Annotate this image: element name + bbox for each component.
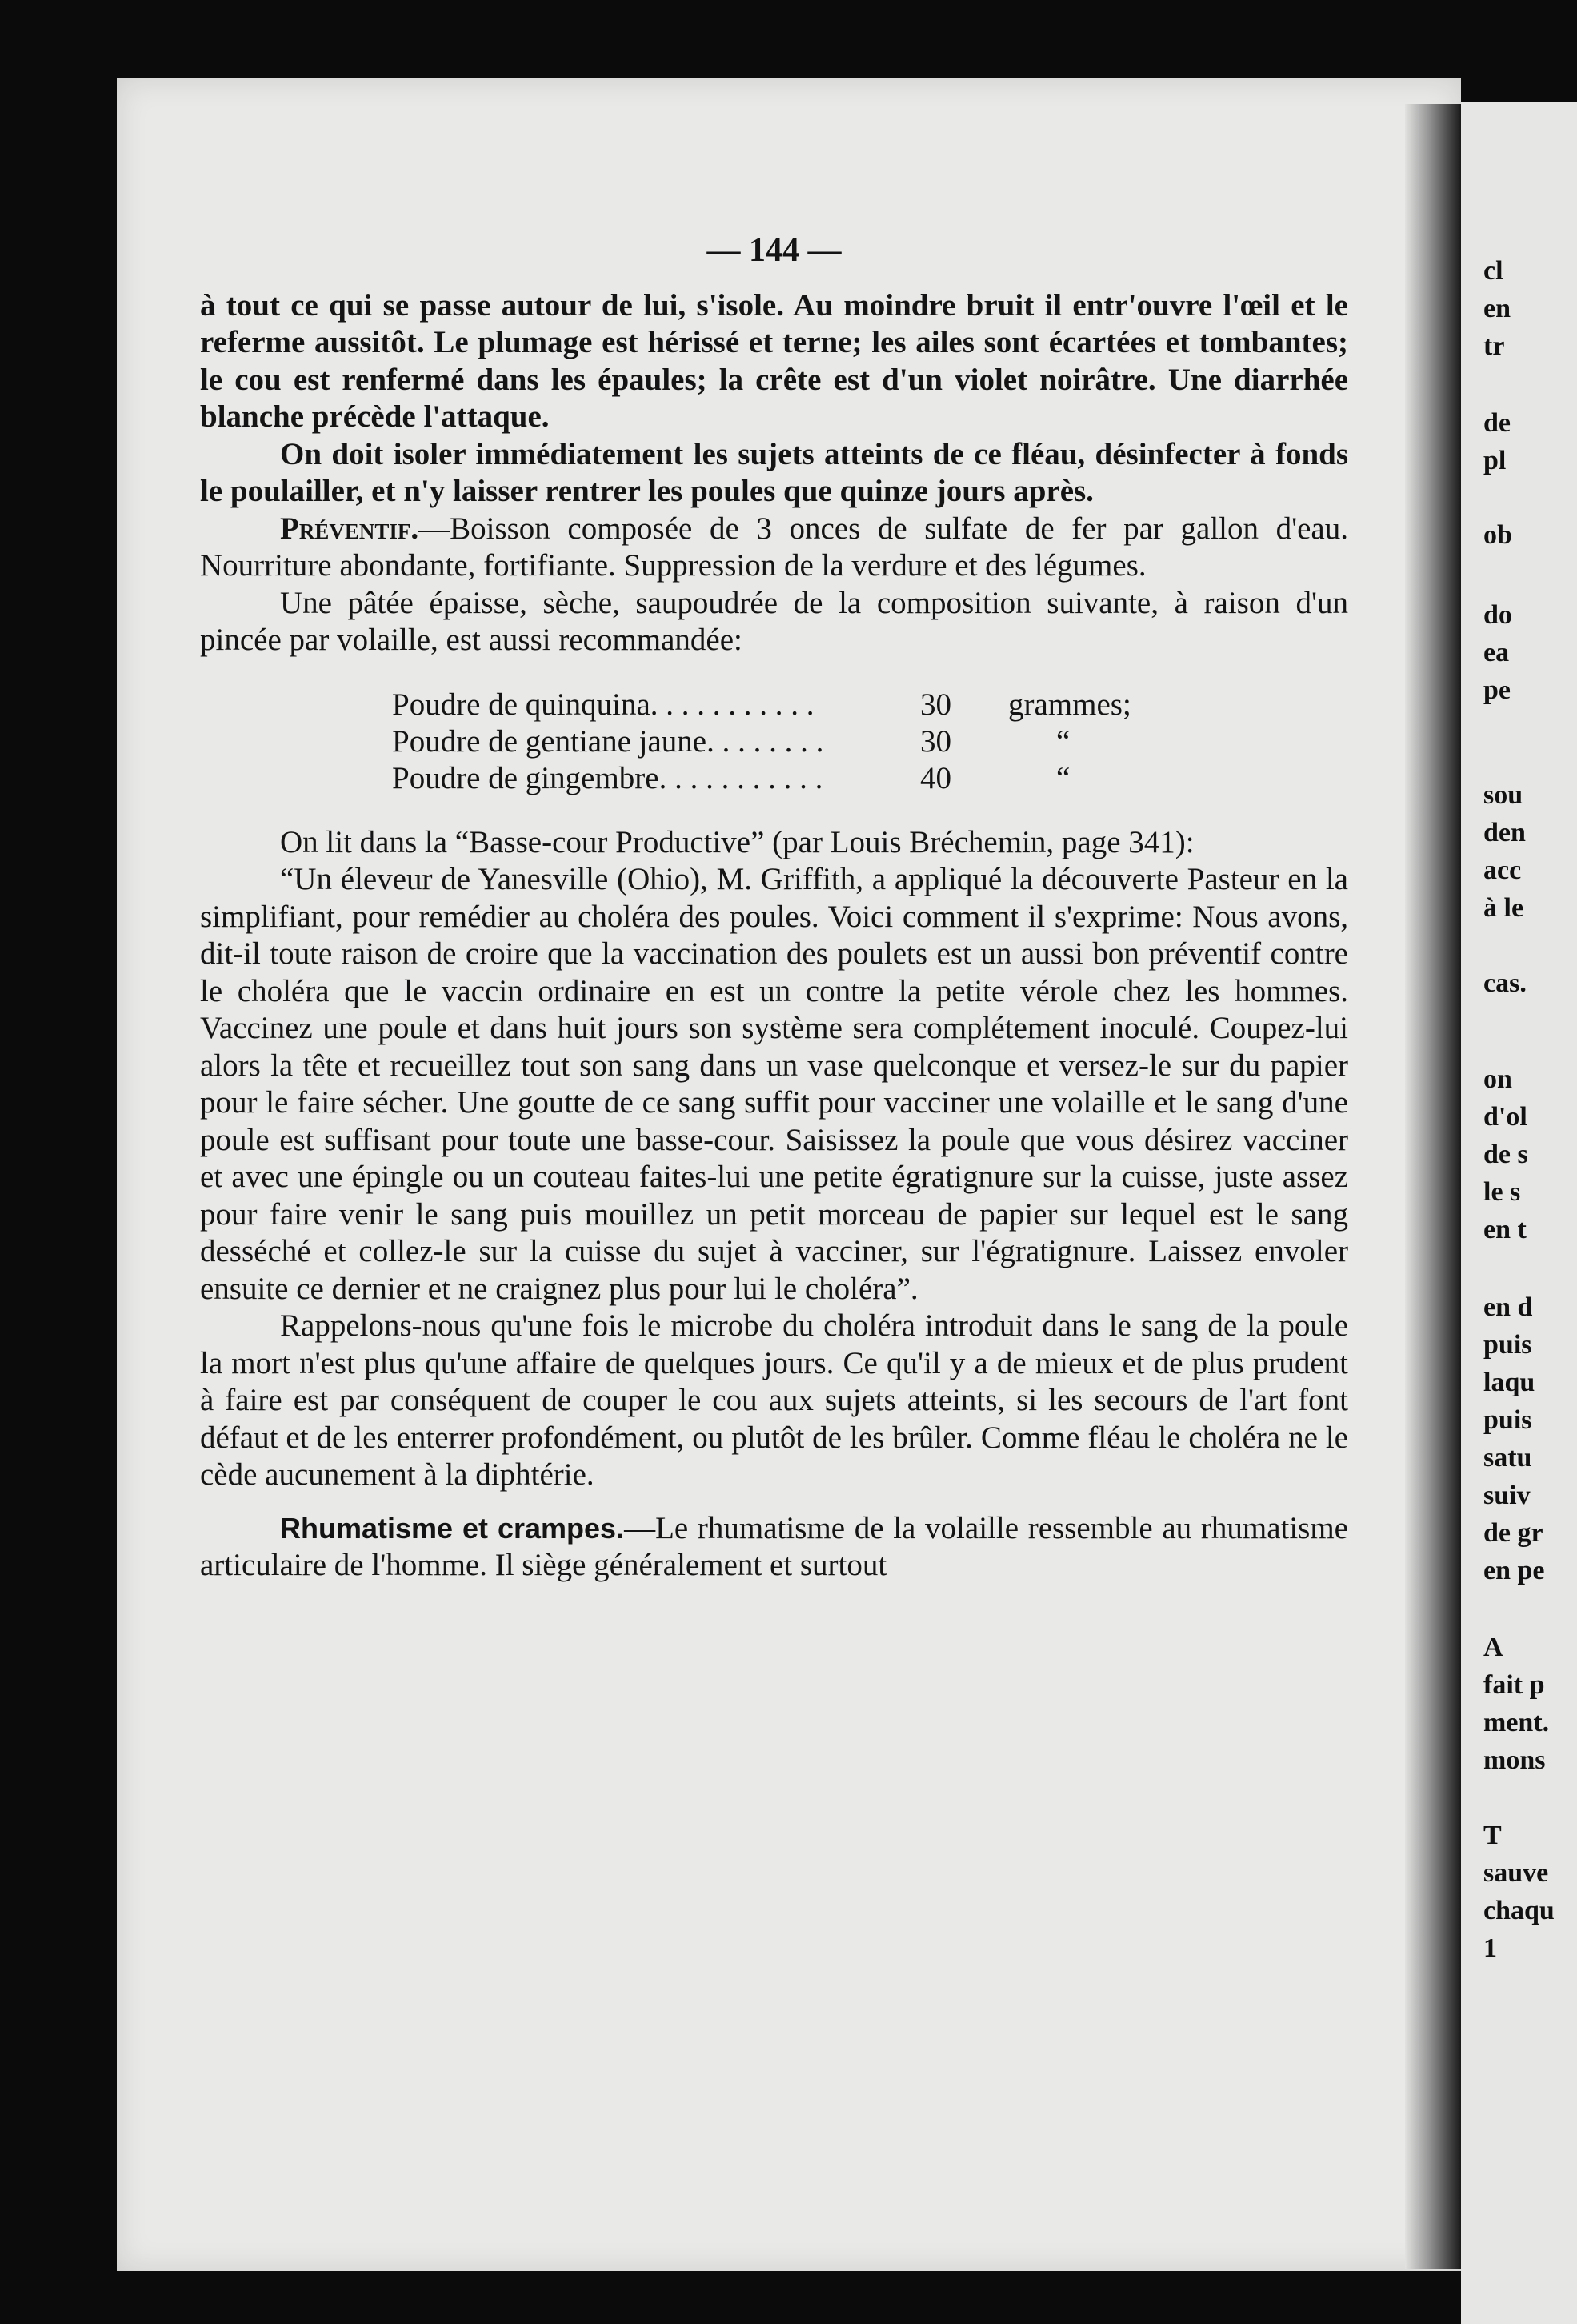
- adjacent-page-fragment: den: [1483, 818, 1526, 847]
- section-heading-rhumatisme: Rhumatisme et crampes.: [280, 1511, 625, 1545]
- adjacent-page-fragment: sou: [1483, 780, 1523, 810]
- ingredient-unit: “: [1056, 760, 1071, 795]
- page-number: — 144 —: [706, 232, 842, 269]
- ingredient-unit: grammes;: [1008, 687, 1131, 722]
- paragraph-isolation: On doit isoler immédiatement les sujets atteints de ce fléau, désinfecter à fonds le poulailler, et n'y laisser rentrer les poules que quinze jours après.: [200, 436, 1348, 508]
- rhumatisme-text: —Le rhumatisme de la volaille ressemble au rhumatisme articulaire de l'homme. Il siège généralement et surtout: [200, 1510, 1348, 1582]
- recipe-row: [392, 723, 1348, 760]
- adjacent-page-fragment: ea: [1483, 638, 1510, 667]
- adjacent-page-fragment: do: [1483, 600, 1512, 630]
- adjacent-page-fragment: pl: [1483, 446, 1507, 475]
- ingredient-name: Poudre de gingembre. . . . . . . . . . .: [392, 760, 823, 795]
- adjacent-page-fragment: le s: [1483, 1177, 1521, 1207]
- adjacent-page-fragment: de: [1483, 408, 1511, 438]
- page-gutter: [1405, 104, 1461, 2269]
- adjacent-page-fragment: mons: [1483, 1745, 1546, 1775]
- adjacent-page-fragment: suiv: [1483, 1481, 1531, 1510]
- adjacent-page-fragment: tr: [1483, 331, 1505, 361]
- adjacent-page-fragment: de gr: [1483, 1518, 1543, 1548]
- adjacent-page-fragment: à le: [1483, 893, 1524, 923]
- adjacent-page-fragment: puis: [1483, 1405, 1532, 1435]
- adjacent-page-fragment: A: [1483, 1633, 1503, 1662]
- paragraph-preventif: [200, 511, 1348, 585]
- preventif-label: Préventif.: [280, 511, 419, 546]
- ingredient-quantity: 30: [920, 723, 951, 759]
- paragraph-symptoms: à tout ce qui se passe autour de lui, s'isole. Au moindre bruit il entr'ouvre l'œil et le referme aussitôt. Le plumage est hérissé et terne; les ailes sont écartées et tombantes; le cou est renfermé dans les épaules; la crête est d'un violet noirâtre. Une diarrhée blanche précède l'attaque.: [200, 287, 1348, 434]
- adjacent-page-fragment: fait p: [1483, 1670, 1545, 1700]
- paragraph-quote-griffith: “Un éleveur de Yanesville (Ohio), M. Griffith, a appliqué la découverte Pasteur en la simplifiant, pour remédier au choléra des poules. Voici comment il s'exprime: Nous avons, dit-il toute raison de croire que la vaccination des poulets est un aussi bon préventif contre le choléra que le vaccin ordinaire en est un contre la petite vérole chez les hommes. Vaccinez une poule et dans huit jours son système sera complétement inoculé. Coupez-lui alors la tête et recueillez tout son sang dans un vase quelconque et versez-le sur du papier pour le faire sécher. Une goutte de ce sang suffit pour vacciner une volaille et le sang d'une poule est suffisant pour toute une basse-cour. Saisissez la poule que vous désirez vacciner et avec une épingle ou un couteau faites-lui une petite égratignure sur la cuisse, juste assez pour faire venir le sang puis mouillez un petit morceau de papier sur lequel est le sang desséché et collez-le sur la cuisse du sujet à vacciner, sur l'égratignure. Laissez envoler ensuite ce dernier et ne craignez plus pour lui le choléra”.: [200, 862, 1348, 1306]
- ingredient-quantity: 30: [920, 687, 951, 722]
- adjacent-page-fragment: en pe: [1483, 1556, 1545, 1585]
- adjacent-page-fragment: cl: [1483, 256, 1503, 286]
- recipe-list: [392, 687, 1348, 797]
- adjacent-page-fragment: ment.: [1483, 1708, 1550, 1737]
- adjacent-page-fragment: en: [1483, 294, 1511, 323]
- adjacent-page: [1461, 102, 1577, 2324]
- adjacent-page-fragment: T: [1483, 1821, 1502, 1850]
- adjacent-page-fragment: en t: [1483, 1215, 1527, 1244]
- recipe-row: [392, 760, 1348, 797]
- ingredient-quantity: 40: [920, 760, 951, 795]
- adjacent-page-fragment: laqu: [1483, 1368, 1535, 1397]
- adjacent-page-fragment: satu: [1483, 1443, 1532, 1473]
- ingredient-name: Poudre de quinquina. . . . . . . . . . .: [392, 687, 815, 722]
- paragraph-rhumatisme: [200, 1510, 1348, 1585]
- adjacent-page-fragment: d'ol: [1483, 1102, 1527, 1132]
- ingredient-unit: “: [1056, 723, 1071, 759]
- recipe-row: [392, 687, 1348, 723]
- adjacent-page-fragment: de s: [1483, 1140, 1528, 1169]
- adjacent-page-fragment: en d: [1483, 1292, 1533, 1322]
- adjacent-page-fragment: cas.: [1483, 968, 1527, 998]
- paragraph-microbe: Rappelons-nous qu'une fois le microbe du choléra introduit dans le sang de la poule la mort n'est plus qu'une affaire de quelques jours. Ce qu'il y a de mieux et de plus prudent à faire est par conséquent de couper le cou aux sujets atteints, si les secours de l'art font défaut et de les enterrer profondément, ou plutôt de les brûler. Comme fléau le choléra ne le cède aucunement à la diphtérie.: [200, 1308, 1348, 1492]
- paragraph-patee: Une pâtée épaisse, sèche, saupoudrée de la composition suivante, à raison d'un pincée par volaille, est aussi recommandée:: [200, 585, 1348, 657]
- adjacent-page-fragment: on: [1483, 1064, 1512, 1094]
- adjacent-page-fragment: acc: [1483, 855, 1522, 885]
- adjacent-page-fragment: ob: [1483, 520, 1512, 550]
- adjacent-page-fragment: 1: [1483, 1933, 1497, 1963]
- adjacent-page-fragment: pe: [1483, 675, 1511, 705]
- ingredient-name: Poudre de gentiane jaune. . . . . . . .: [392, 723, 824, 759]
- page-text: [200, 232, 1348, 1585]
- adjacent-page-fragment: puis: [1483, 1330, 1532, 1360]
- adjacent-page-fragment: sauve: [1483, 1858, 1549, 1888]
- paragraph-citation: On lit dans la “Basse-cour Productive” (par Louis Bréchemin, page 341):: [280, 824, 1195, 859]
- adjacent-page-fragment: chaqu: [1483, 1896, 1555, 1925]
- preventif-text: —Boisson composée de 3 onces de sulfate de fer par gallon d'eau. Nourriture abondante, fortifiante. Suppression de la verdure et des légumes.: [200, 511, 1348, 583]
